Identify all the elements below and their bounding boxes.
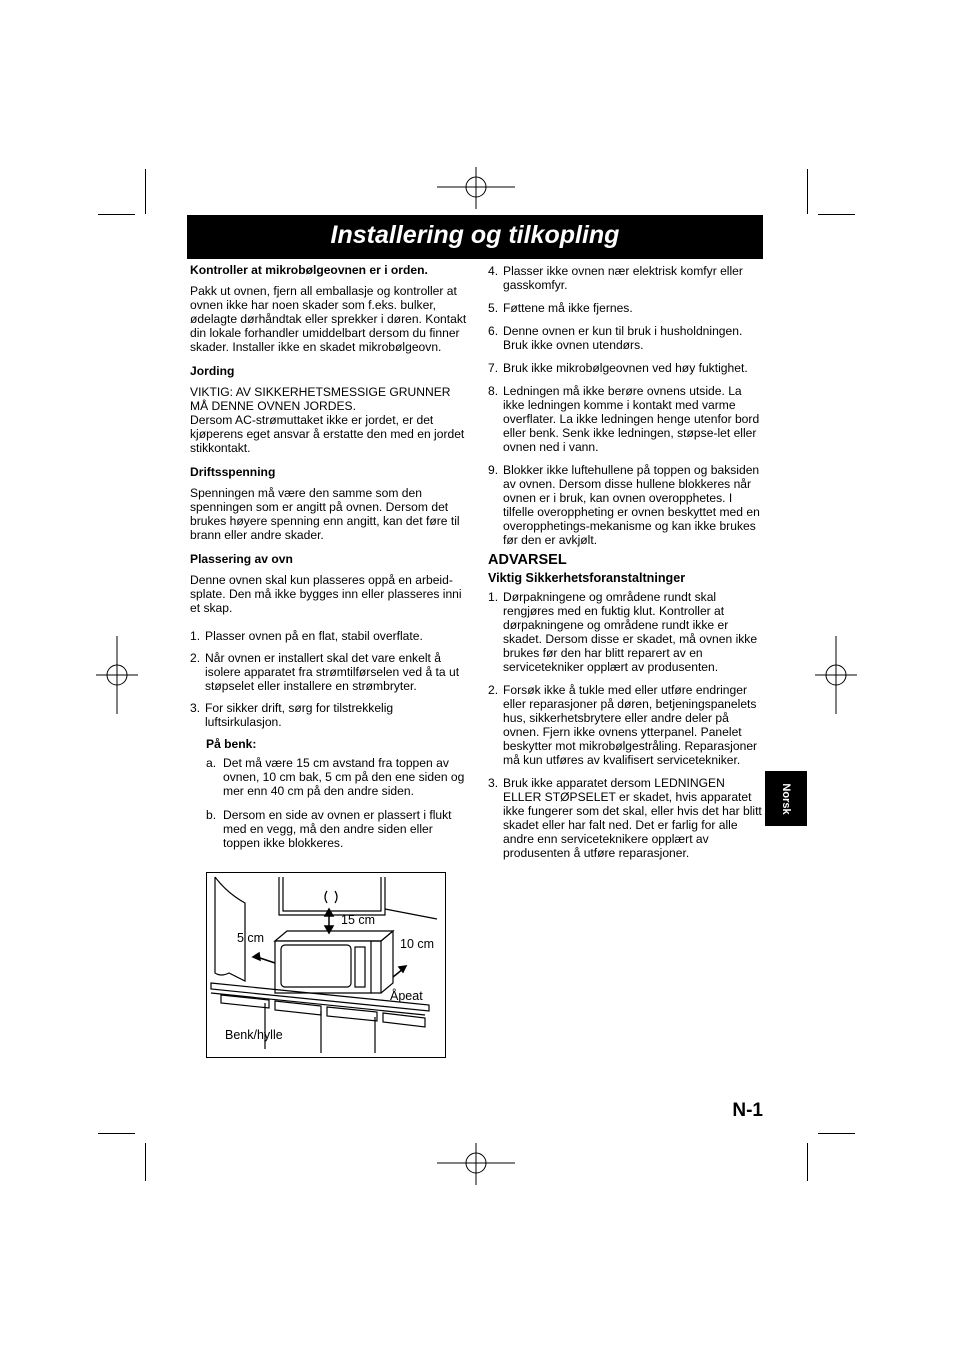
heading-pa-benk: På benk:: [206, 737, 257, 751]
paragraph-plassering: Denne ovnen skal kun plasseres oppå en arbeid-splate. Den må ikke bygges inn eller plasseres inni et skap.: [190, 573, 462, 615]
paragraph-jording: Dersom AC-strømuttaket ikke er jordet, er det kjøperens eget ansvar å erstatte den med en jordet stikkontakt.: [190, 413, 465, 455]
label-apeat: Åpeat: [390, 989, 423, 1003]
list-item: a. Det må være 15 cm avstand fra toppen av ovnen, 10 cm bak, 5 cm på den ene siden og mer enn 40 cm på den andre siden.: [206, 756, 465, 798]
paragraph-driftsspenning: Spenningen må være den samme som den spenningen som er angitt på ovnen. Dersom det brukes høyere spenning enn angitt, kan det føre til brann eller andre skader.: [190, 486, 460, 542]
list-item: 1. Plasser ovnen på en flat, stabil overflate.: [190, 629, 423, 643]
list-item: b. Dersom en side av ovnen er plassert i flukt med en vegg, må den andre siden eller toppen ikke blokkeres.: [206, 808, 452, 850]
warning-heading: ADVARSEL: [488, 552, 567, 568]
registration-mark-bottom: [437, 1141, 517, 1186]
list-item: 4. Plasser ikke ovnen nær elektrisk komfyr eller gasskomfyr.: [488, 264, 743, 292]
paragraph-kontroller: Pakk ut ovnen, fjern all emballasje og kontroller at ovnen ikke har noen skader som f.eks. bulker, ødelagte dørhåndtak eller sprekker i døren. Kontakt din lokale forhandler umiddelbart dersom du finner skader. Installer ikke en skadet mikrobølgeovn.: [190, 284, 467, 354]
heading-jording: Jording: [190, 364, 235, 378]
list-item: 8. Ledningen må ikke berøre ovnens utside. La ikke ledningen komme i kontakt med varme overflater. La ikke ledningen henge utenfor bord eller benk. Senk ikke ledningen, støpse-let eller ovnen ned i vann.: [488, 384, 760, 454]
heading-kontroller: Kontroller at mikrobølgeovnen er i orden.: [190, 263, 428, 277]
installation-figure: [206, 872, 446, 1058]
label-benk-hylle: Benk/hylle: [225, 1028, 283, 1042]
registration-mark-top: [437, 165, 517, 210]
label-5cm: 5 cm: [237, 931, 265, 945]
list-item: 1. Dørpakningene og områdene rundt skal rengjøres med en fuktig klut. Kontroller at dørpakningene og områdene rundt ikke er skadet. Dersom disse er skadet, må ovnen ikke brukes før den har blitt reparert av en servicetekniker opplært av produsenten.: [488, 590, 758, 674]
paragraph-jording-warning: VIKTIG: AV SIKKERHETSMESSIGE GRUNNER MÅ DENNE OVNEN JORDES.: [190, 385, 451, 413]
heading-plassering: Plassering av ovn: [190, 552, 293, 566]
left-column: [190, 263, 470, 860]
list-item: 3. Bruk ikke apparatet dersom LEDNINGEN ELLER STØPSELET er skadet, hvis apparatet ikke fungerer som det skal, eller hvis det har blitt skadet eller har falt ned. Det er farlig for alle andre enn serviceteknikere opplært av produsenten å utføre reparasjoner.: [488, 776, 762, 860]
registration-mark-right: [815, 636, 859, 716]
label-10cm: 10 cm: [400, 937, 435, 951]
list-item: 3. For sikker drift, sørg for tilstrekkelig luftsirkulasjon.: [190, 701, 394, 729]
label-15cm: 15 cm: [341, 913, 376, 927]
warning-subheading: Viktig Sikkerhetsforanstaltninger: [488, 571, 686, 585]
page-number: N-1: [732, 1100, 763, 1121]
list-item: 6. Denne ovnen er kun til bruk i husholdningen. Bruk ikke ovnen utendørs.: [488, 324, 743, 352]
list-item: 2. Når ovnen er installert skal det vare enkelt å isolere apparatet fra strømtilførselen ved å ta ut støpselet eller installere en strømbryter.: [190, 651, 460, 693]
right-column: [488, 264, 763, 868]
list-item: 7. Bruk ikke mikrobølgeovnen ved høy fuktighet.: [488, 361, 748, 375]
list-item: 5. Føttene må ikke fjernes.: [488, 301, 633, 315]
sub-list: [206, 737, 470, 850]
registration-mark-left: [96, 636, 140, 716]
list-item: 2. Forsøk ikke å tukle med eller utføre endringer eller reparasjoner på døren, betjeningspanelets hus, sikkerhetsbrytere eller andre deler på ovnen. Fjern ikke ovnens ytterpanel. Panelet beskytter mot mikrobølgestråling. Reparasjoner må kun utføres av kvalifisert servicetekniker.: [488, 683, 758, 767]
page-title: Installering og tilkopling: [187, 215, 763, 259]
language-tab: Norsk: [765, 771, 807, 826]
list-item: 9. Blokker ikke luftehullene på toppen og baksiden av ovnen. Dersom disse hullene blokkeres når ovnen er i bruk, kan ovnen overopphetes. I tilfelle overoppheting er ovnen beskyttet med en overopphetings-mekanisme og kan ikke brukes før den er avkjølt.: [488, 463, 760, 547]
heading-driftsspenning: Driftsspenning: [190, 465, 276, 479]
